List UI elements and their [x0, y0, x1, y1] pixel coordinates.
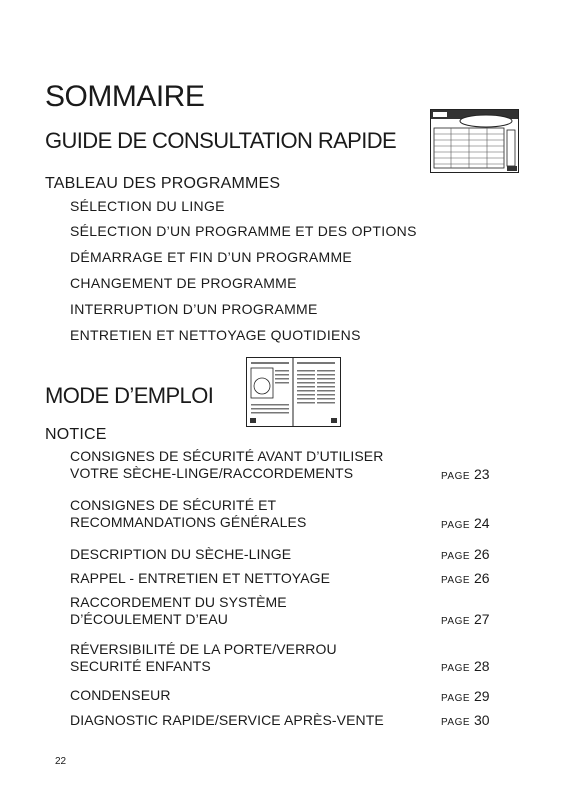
toc-page-ref: [441, 546, 490, 562]
quick-guide-illustration: [431, 110, 518, 172]
toc-page-ref: [441, 466, 490, 482]
toc-entry: [70, 497, 306, 531]
toc-entry-line: VOTRE SÈCHE-LINGE/RACCORDEMENTS: [70, 465, 354, 481]
toc-entry-line: CONDENSEUR: [70, 687, 171, 703]
page-label: PAGE: [441, 575, 471, 586]
toc-entry-line: CONSIGNES DE SÉCURITÉ AVANT D’UTILISER: [70, 448, 384, 464]
page-label: PAGE: [441, 693, 471, 704]
notice-heading: NOTICE: [45, 426, 107, 443]
page-title: SOMMAIRE: [45, 80, 205, 113]
toc-entry: [70, 641, 337, 675]
page-number-ref: 28: [473, 658, 490, 674]
page-number: 22: [55, 756, 67, 767]
guide-heading: GUIDE DE CONSULTATION RAPIDE: [45, 128, 397, 153]
toc-page-ref: [441, 515, 490, 531]
list-item: CHANGEMENT DE PROGRAMME: [70, 275, 297, 291]
list-item: INTERRUPTION D’UN PROGRAMME: [70, 301, 318, 317]
toc-page-ref: [441, 658, 490, 674]
list-item: SÉLECTION D’UN PROGRAMME ET DES OPTIONS: [70, 223, 417, 239]
page-number-ref: 26: [473, 546, 490, 562]
page-number-ref: 23: [473, 466, 490, 482]
toc-page-ref: [441, 570, 490, 586]
mode-heading: MODE D’EMPLOI: [45, 383, 214, 408]
page-label: PAGE: [441, 520, 471, 531]
page-label: PAGE: [441, 663, 471, 674]
toc-entry: [70, 448, 383, 482]
toc-entry: [70, 712, 384, 729]
page-label: PAGE: [441, 717, 471, 728]
page-label: PAGE: [441, 616, 471, 627]
toc-entry-line: DIAGNOSTIC RAPIDE/SERVICE APRÈS-VENTE: [70, 712, 384, 728]
toc-entry-line: RAPPEL - ENTRETIEN ET NETTOYAGE: [70, 570, 331, 586]
page-label: PAGE: [441, 471, 471, 482]
toc-entry: [70, 570, 330, 587]
toc-page-ref: [441, 688, 490, 704]
manual-illustration: [247, 358, 340, 426]
toc-entry-line: SECURITÉ ENFANTS: [70, 658, 211, 674]
list-item: ENTRETIEN ET NETTOYAGE QUOTIDIENS: [70, 327, 361, 343]
toc-entry-line: RACCORDEMENT DU SYSTÈME: [70, 594, 287, 610]
toc-entry-line: RECOMMANDATIONS GÉNÉRALES: [70, 514, 307, 530]
toc-entry-line: CONSIGNES DE SÉCURITÉ ET: [70, 497, 277, 513]
toc-page-ref: [441, 712, 490, 728]
toc-page-ref: [441, 611, 490, 627]
manual-thumbnail: [246, 357, 341, 427]
page-number-ref: 24: [473, 515, 490, 531]
toc-entry: [70, 546, 291, 563]
quick-guide-thumbnail: [430, 109, 519, 173]
page-number-ref: 27: [473, 611, 490, 627]
toc-entry-line: RÉVERSIBILITÉ DE LA PORTE/VERROU: [70, 641, 337, 657]
toc-entry-line: DESCRIPTION DU SÈCHE-LINGE: [70, 546, 292, 562]
tableau-heading: TABLEAU DES PROGRAMMES: [45, 175, 281, 192]
page-label: PAGE: [441, 551, 471, 562]
toc-entry: [70, 687, 171, 704]
page-number-ref: 30: [473, 712, 490, 728]
page-number-ref: 26: [473, 570, 490, 586]
toc-entry: [70, 594, 287, 628]
toc-entry-line: D’ÉCOULEMENT D’EAU: [70, 611, 228, 627]
list-item: SÉLECTION DU LINGE: [70, 198, 225, 214]
page-number-ref: 29: [473, 688, 490, 704]
list-item: DÉMARRAGE ET FIN D’UN PROGRAMME: [70, 249, 353, 265]
